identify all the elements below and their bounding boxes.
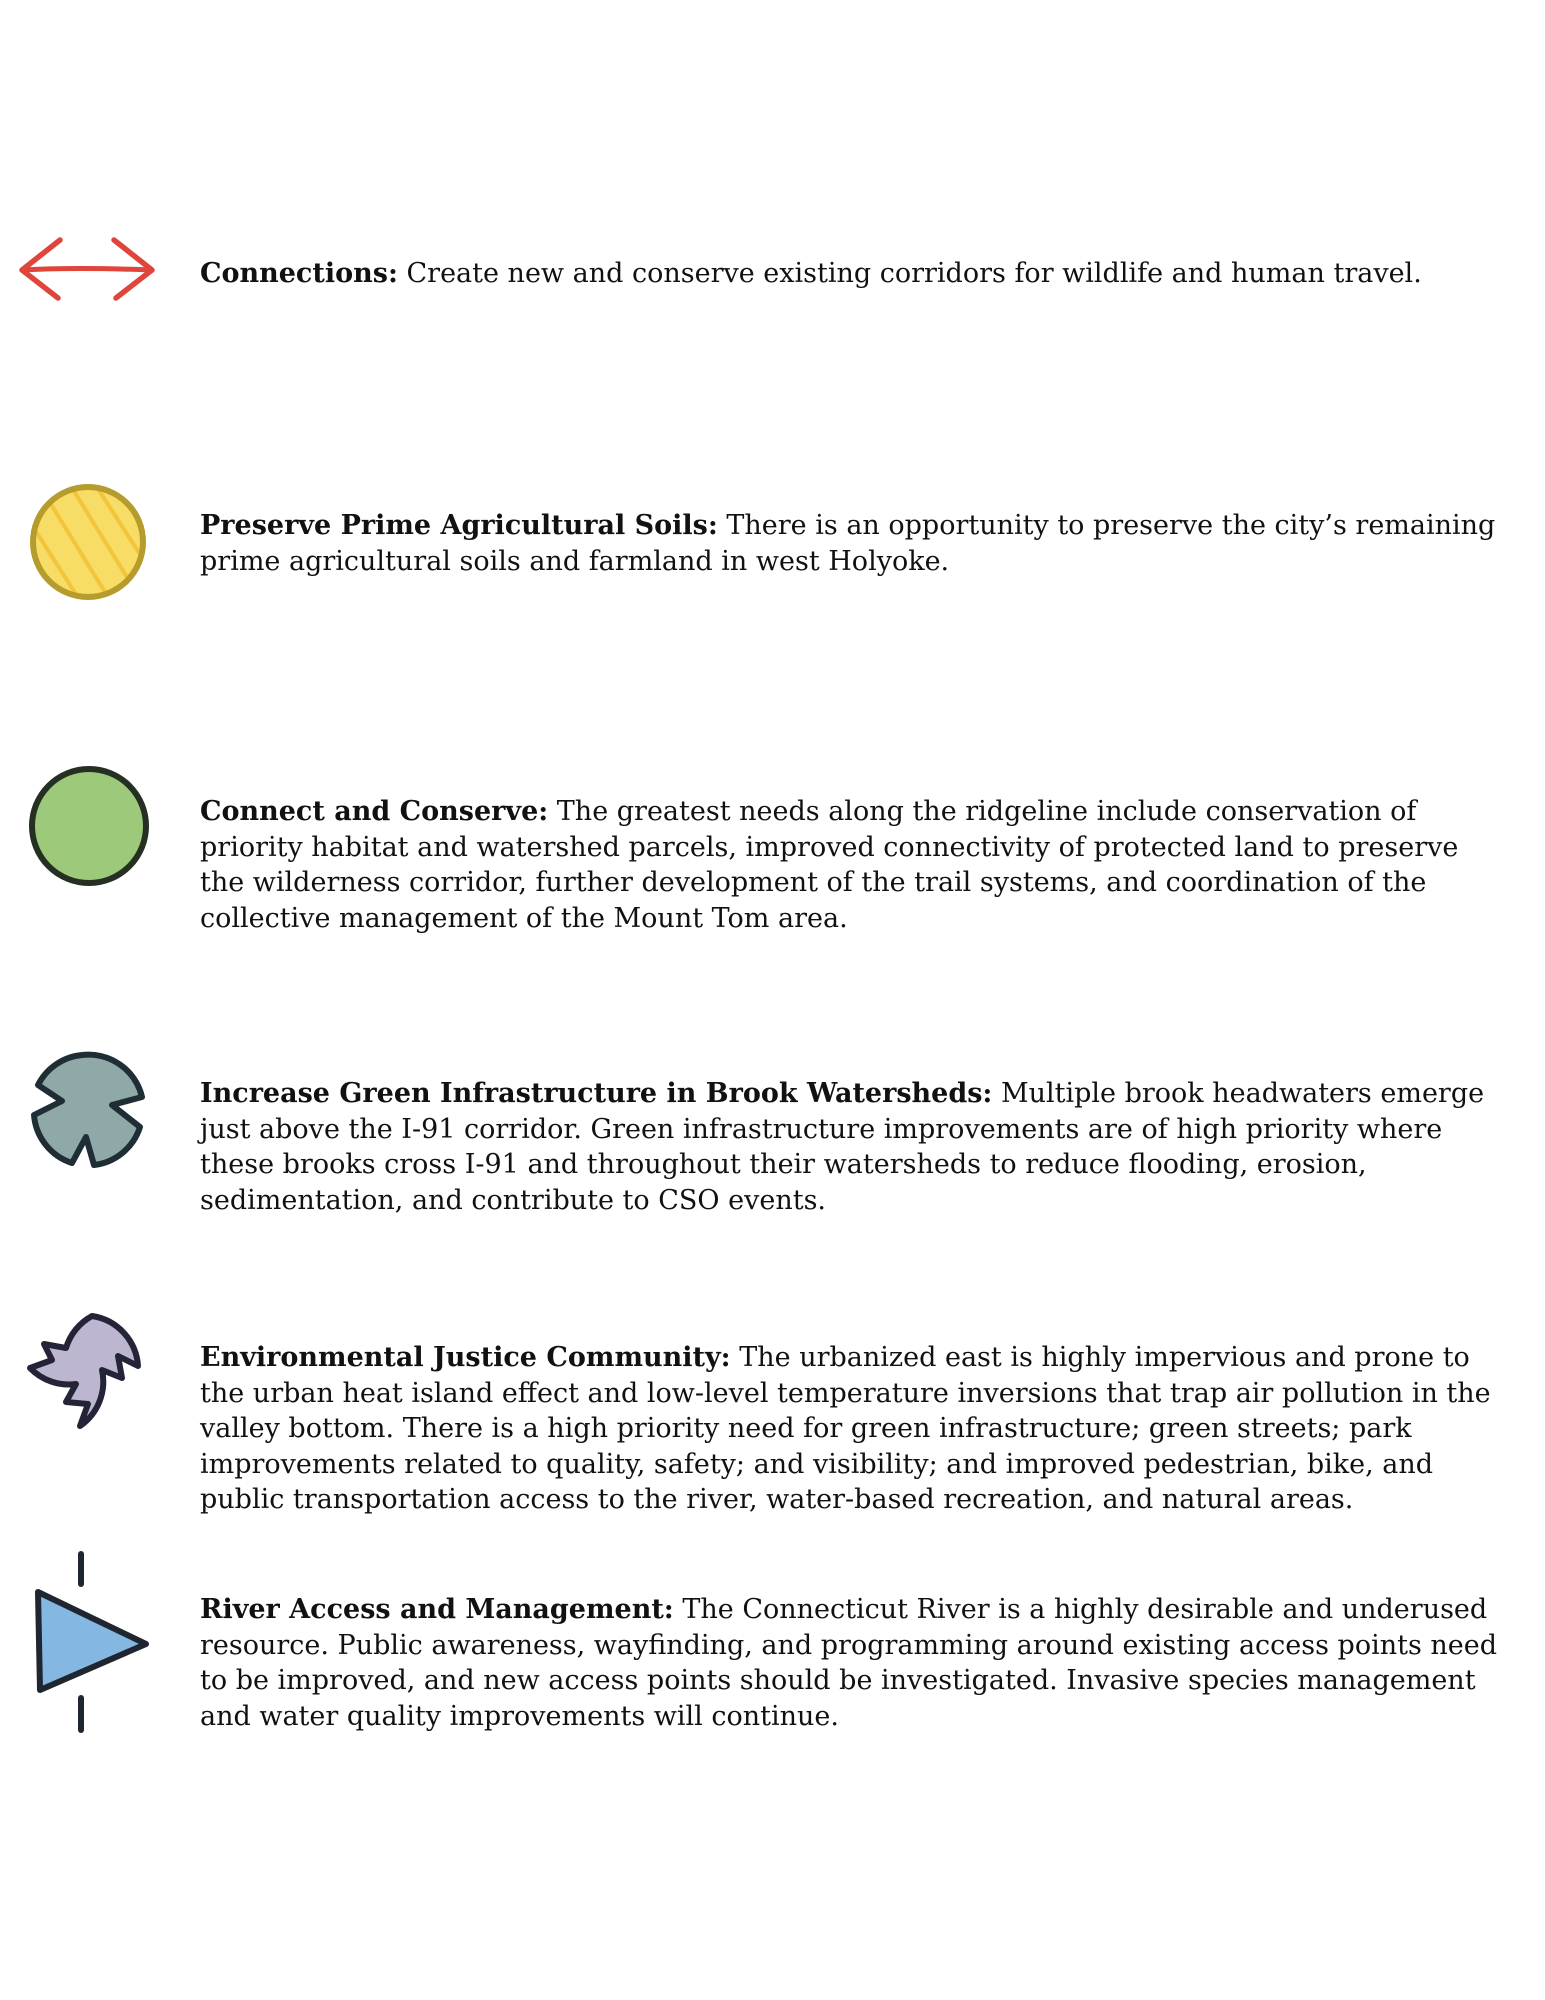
legend-entry-text: [200, 1076, 1505, 1218]
legend-description: The Connecticut River is a highly desirable and underused resource. Public awareness, wayfinding, and programming around existing access points need to be improved, and new access points should be investigated. Invasive species management and water quality improvements will continue.: [200, 1594, 1498, 1732]
legend-term: Connections:: [200, 258, 398, 289]
legend-description: The greatest needs along the ridgeline include conservation of priority habitat and watershed parcels, improved connectivity of protected land to preserve the wilderness corridor, further development of the trail systems, and coordination of the collective management of the Mount Tom area.: [200, 796, 1459, 934]
notched-teal-circle-icon: [24, 1045, 154, 1175]
legend-entry-text: [200, 508, 1505, 579]
legend-term: Environmental Justice Community:: [200, 1342, 731, 1373]
green-circle-icon: [26, 763, 152, 889]
legend-description: The urbanized east is highly impervious and prone to the urban heat island effect and low-level temperature inversions that trap air pollution in the valley bottom. There is a high priority need for green infrastructure; green streets; park improvements related to quality, safety; and visibility; and improved pedestrian, bike, and public transportation access to the river, water-based recreation, and natural areas.: [200, 1342, 1491, 1515]
legend-entry-text: [200, 1340, 1505, 1518]
legend-term: River Access and Management:: [200, 1594, 674, 1625]
legend-entry-text: [200, 1592, 1505, 1734]
legend-term: Connect and Conserve:: [200, 796, 549, 827]
legend-entry-text: [200, 794, 1505, 936]
legend-description: Create new and conserve existing corridors for wildlife and human travel.: [397, 258, 1422, 289]
blue-triangle-marker-icon: [26, 1548, 156, 1738]
legend-term: Preserve Prime Agricultural Soils:: [200, 510, 718, 541]
yellow-hatched-circle-icon: [26, 480, 150, 604]
legend-description: Multiple brook headwaters emerge just above the I-91 corridor. Green infrastructure improvements are of high priority where these brooks cross I-91 and throughout their watersheds to reduce flooding, erosion, sedimentation, and contribute to CSO events.: [200, 1078, 1485, 1216]
notched-lavender-circle-icon: [22, 1308, 148, 1434]
legend-term: Increase Green Infrastructure in Brook Watersheds:: [200, 1078, 993, 1109]
double-arrow-icon: [14, 234, 160, 304]
legend-description: There is an opportunity to preserve the city’s remaining prime agricultural soils and farmland in west Holyoke.: [200, 510, 1496, 577]
legend-entry-text: [200, 256, 1505, 292]
